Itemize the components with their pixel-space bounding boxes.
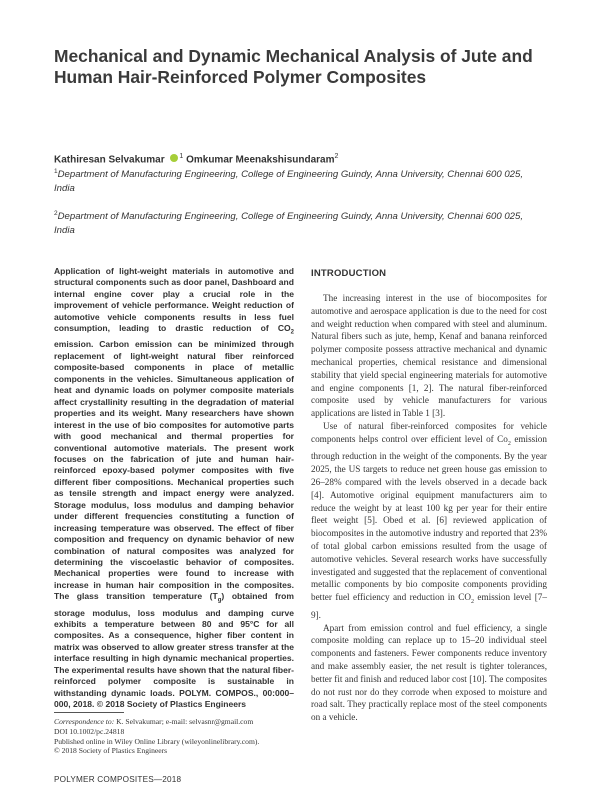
orcid-icon[interactable] (170, 154, 178, 162)
doi-note[interactable]: DOI 10.1002/pc.24818 (54, 726, 125, 736)
affiliation-2: $^2$Department of Manufacturing Engineering, College of Engineering Guindy, Anna University, Chennai 600 025, India (54, 210, 524, 237)
published-note: Published online in Wiley Online Library (wileyonlinelibrary.com). (54, 736, 260, 746)
footnote-divider (54, 712, 124, 713)
affiliation-1: $^1$Department of Manufacturing Engineering, College of Engineering Guindy, Anna University, Chennai 600 025, India (54, 168, 524, 195)
author-list (54, 150, 554, 166)
author-name[interactable]: Kathiresan Selvakumar (54, 154, 165, 166)
paragraph: The increasing interest in the use of biocomposites for automotive and aerospace application is due to the need for cost and weight reduction when compared with steel and aluminum. Natural fibers such as jute, hemp, Kenaf and banana reinforced polymer composite possess attractive mechanical and dynamic mechanical properties, chemical resistance and dimensional stability that yield special engineering materials for automotive and engine components [1, 2]. The natural fiber-reinforced composite used by vehicle manufacturers for various applications are listed in Table 1 [3]. (311, 293, 547, 419)
footnotes (54, 717, 294, 756)
abstract: Application of light-weight materials in automotive and structural components such as door panel, Dashboard and internal engine cover play a crucial role in the improvement of vehicle performance. Weight reduction of automotive vehicle components results in less fuel consumption, leading to drastic reduction of $CO_2$ emission. Carbon emission can be minimized through replacement of light-weight natural fiber reinforced composite-based components in place of metallic components in the vehicles. Simultaneous application of heat and dynamic loads on polymer composite materials affect crystallinity resulting in the degradation of material properties and its weight. Many researchers have shown interest in the use of bio composites for automotive parts with good mechanical and thermal properties for conventional automotive materials. The present work focuses on the fabrication of jute and human hair-reinforced epoxy-based polymer composites with five different fiber compositions. Mechanical properties such as tensile strength and impact energy were analyzed. Storage modulus, loss modulus and damping behavior under different frequencies constituting a function of increasing temperature was observed. The effect of fiber composition and frequency on dynamic behavior of new combination of natural composites was analyzed for determining the viscoelastic behavior of composites. Mechanical properties were found to increase with increase in human hair composition in the composites. The glass transition temperature $(T_g)$ obtained from storage modulus, loss modulus and damping curve exhibits a temperature between 80 and 95°C for all composites. As a consequence, higher fiber content in matrix was observed to allow greater stress transfer at the interface resulting in high dynamic mechanical properties. The experimental results have shown that the natural fiber-reinforced polymer composite is sustainable in withstanding dynamic loads. POLYM. COMPOS., 00:000–000, 2018. © 2018 Society of Plastics Engineers (54, 266, 294, 710)
section-heading: INTRODUCTION (311, 268, 387, 279)
introduction-section (311, 268, 547, 724)
paragraph: Apart from emission control and fuel efficiency, a single composite molding can replace up to 15–20 individual steel components and fasteners. Fewer components reduce inventory and make assembly easier, the net result is tighter tolerances, better fit and finish and reduced labor cost [10]. The composites do not rust nor do they corrode when exposed to moisture and road salt. They practically replace most of the steel components on a vehicle. (311, 622, 547, 723)
affiliation-mark: 2 (334, 153, 339, 160)
paragraph: Use of natural fiber-reinforced composites for vehicle components helps control over efficient level of $Co_2$ emission through reduction in the weight of the components. By the year 2025, the US targets to reduce net green house gas emission to 26–28% compared with the levels observed in a decade back [4]. Automotive original equipment manufacturers aim to reduce the weight by at least 100 kg per year for their entire fleet weight [5]. Obed et al. [6] reviewed application of biocomposites in the automotive industry and reported that 23% of total global carbon emissions resulted from the usage of automotive vehicles. Several research works have successfully investigated and suggested that the replacement of conventional metallic components by bio composite components providing better fuel efficiency and reduction in $CO_2$ emission level [7–9]. (311, 420, 547, 620)
journal-footer: POLYMER COMPOSITES—2018 (54, 775, 182, 784)
paper-title: Mechanical and Dynamic Mechanical Analysis of Jute and Human Hair-Reinforced Polymer Composites (54, 46, 533, 87)
correspondence-note: Correspondence to: K. Selvakumar; e-mail: selvasnr@gmail.com (54, 717, 254, 726)
copyright-note: © 2018 Society of Plastics Engineers (54, 746, 168, 756)
affiliation-mark: 1 (179, 153, 184, 160)
author-name[interactable]: Omkumar Meenakshisundaram (186, 154, 335, 166)
